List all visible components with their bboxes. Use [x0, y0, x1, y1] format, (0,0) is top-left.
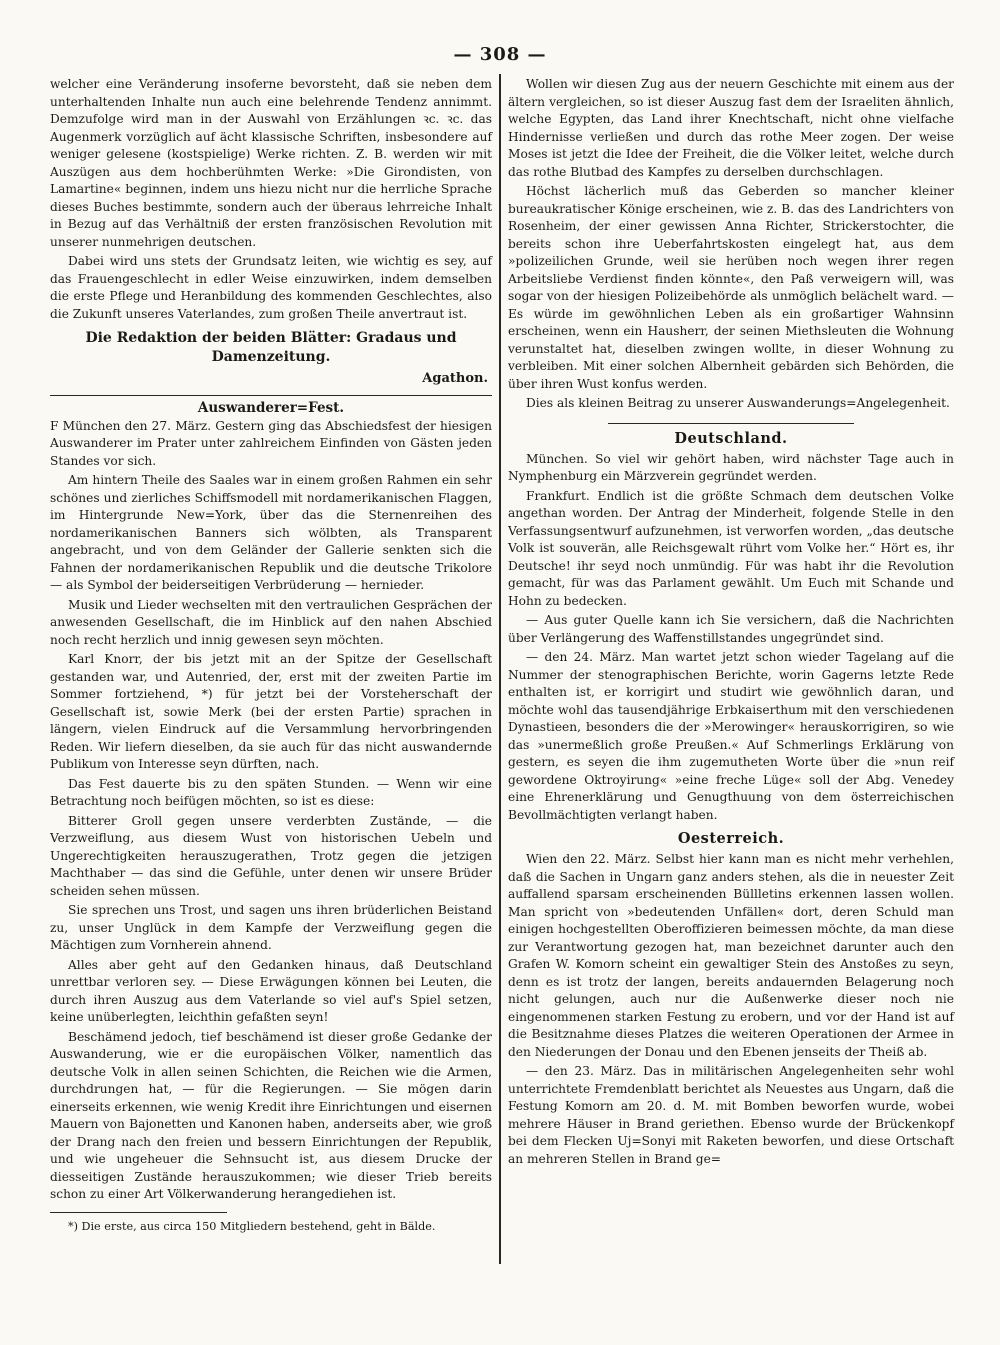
paragraph: Dies als kleinen Beitrag zu unserer Auswanderungs=Angelegenheit.: [526, 396, 950, 410]
paragraph: Wien den 22. März. Selbst hier kann man es nicht mehr verhehlen, daß die Sachen in Ungarn ganz anders stehen, als die in neuester Zeit auffallend sparsam erscheinenden Büllletins erkennen lassen wollen. Man spricht von »bedeutenden Unfällen« dort, deren Schuld man einigen hochgestellten Oberoffizieren beimessen möchte, da man diese zur Verantwortung gezogen hat, man bezeichnet darunter auch den Grafen W. Komorn scheint ein gewaltiger Stein des Anstoßes zu seyn, denn es ist trotz der langen, bereits andauernden Belagerung noch nicht gelungen, auch nur die Außenwerke dieser noch nie eingenommenen starken Festung zu erobern, und vor der Hand ist auf die Besitznahme dieses Platzes die weiteren Operationen der Armee in den Niederungen der Donau und den Ebenen jenseits der Theiß ab.: [508, 852, 954, 1059]
section-heading-deutschland: Deutschland.: [674, 429, 788, 447]
divider: [608, 423, 853, 424]
article-heading: Auswanderer=Fest.: [197, 399, 345, 416]
section-heading-oesterreich: Oesterreich.: [677, 830, 785, 847]
paragraph: — den 23. März. Das in militärischen Angelegenheiten sehr wohl unterrichtete Fremdenblatt berichtet als Neuestes aus Ungarn, daß die Festung Komorn am 20. d. M. mit Bomben beworfen wurde, wobei mehrere Häuser in Brand geriethen. Ebenso wurde der Brückenkopf bei dem Flecken Uj=Sonyi mit Raketen beworfen, und diese Ortschaft an mehreren Stellen in Brand ge=: [508, 1064, 954, 1166]
paragraph: welcher eine Veränderung insoferne bevorsteht, daß sie neben dem unterhaltenden Inhalte nun auch eine belehrende Tendenz annimmt. Demzufolge wird man in der Auswahl von Erzählungen ꝛc. ꝛc. das Augenmerk vorzüglich auf ächt klassische Schriften, insbesondere auf weniger gelesene (kostspielige) Werke richten. Z. B. werden wir mit Auszügen aus dem hochberühmten Werke: »Die Girondisten, von Lamartine« beginnen, indem uns hiezu nicht nur die herrliche Sprache dieses Buches bestimmte, sondern auch der überaus lehrreiche Inhalt in Bezug auf das Verhältniß der ersten französischen Revolution mit unserer nunmehrigen deutschen.: [50, 77, 492, 249]
right-column: [508, 76, 954, 1170]
paragraph: Frankfurt. Endlich ist die größte Schmach dem deutschen Volke angethan worden. Der Antrag der Minderheit, folgende Stelle in den Verfassungsentwurf aufzunehmen, ist verworfen worden, „das deutsche Volk ist souverän, alle Reichsgewalt rührt vom Volke her.“ Hört es, ihr Deutsche! ihr seyd noch unmündig. Für was habt ihr die Revolution gemacht, für was das Parlament gewählt. Um Euch mit Schande und Hohn zu bedecken.: [508, 488, 954, 608]
paragraph: Das Fest dauerte bis zu den späten Stunden. — Wenn wir eine Betrachtung noch beifügen möchten, so ist es diese:: [50, 776, 492, 808]
paragraph: Wollen wir diesen Zug aus der neuern Geschichte mit einem aus der ältern vergleichen, so ist dieser Auszug fast dem der Israeliten ähnlich, welche Egypten, das Land ihrer Knechtschaft, nicht ohne vielfache Hindernisse verließen und durch das rothe Meer zogen. Der weise Moses ist jetzt die Idee der Freiheit, die die Völker leitet, welche durch das rothe Blutbad des Kampfes zu derselben durchschlagen.: [508, 77, 954, 179]
left-column: [50, 76, 492, 1236]
paragraph: München. So viel wir gehört haben, wird nächster Tage auch in Nymphenburg ein Märzverein gegründet werden.: [508, 451, 954, 483]
paragraph: Beschämend jedoch, tief beschämend ist dieser große Gedanke der Auswanderung, wie er die europäischen Völker, namentlich das deutsche Volk in allen seinen Schichten, die Reichen wie die Armen, durchdrungen hat, — für die Regierungen. — Sie mögen darin einerseits erkennen, wie wenig Kredit ihre Einrichtungen und eisernen Mauern von Bajonetten und Kanonen haben, anderseits aber, wie groß der Drang nach den freien und bessern Einrichtungen der Republik, und wie ungeheuer die Sehnsucht ist, aus diesem Drucke der diesseitigen Zustände herauszukommen; wie dieser Trieb bereits schon zu einer Art Völkerwanderung herangediehen ist.: [50, 1029, 492, 1201]
paragraph: Karl Knorr, der bis jetzt mit an der Spitze der Gesellschaft gestanden war, und Autenried, der, erst mit der zweiten Partie im Sommer fortziehend, *) für jetzt bei der Vorsteherschaft der Gesellschaft ist, sowie Merk (bei der ersten Partie) sprachen in längern, vielen Eindruck auf die Versammlung hervorbringenden Reden. Wir liefern dieselben, da sie auch für das nicht auswandernde Publikum von Interesse seyn dürften, nach.: [50, 652, 492, 771]
author-signature: Agathon.: [422, 371, 488, 386]
paragraph: Musik und Lieder wechselten mit den vertraulichen Gesprächen der anwesenden Gesellschaft, die im Hinblick auf den nahen Abschied noch recht herzlich und innig gewesen seyn möchten.: [50, 597, 492, 647]
page-number: — 308 —: [453, 44, 547, 65]
editorial-signature: Die Redaktion der beiden Blätter: Gradaus und Damenzeitung.: [85, 330, 457, 365]
column-rule: [499, 74, 501, 1264]
paragraph: Am hintern Theile des Saales war in einem großen Rahmen ein sehr schönes und zierliches Schiffsmodell mit nordamerikanischen Flaggen, im Hintergrunde New=York, über das die Sternenreihen des nordamerikanischen Banners sich wölbten, als Transparent angebracht, und von dem Geländer der Gallerie senkten sich die Fahnen der nordamerikanischen Republik und die deutsche Trikolore — als Symbol der beiderseitigen Verbrüderung — hernieder.: [50, 473, 492, 592]
footnote: *) Die erste, aus circa 150 Mitgliedern bestehend, geht in Bälde.: [68, 1219, 436, 1233]
divider: [50, 395, 492, 396]
footnote-rule: [50, 1212, 227, 1213]
paragraph: Bitterer Groll gegen unsere verderbten Zustände, — die Verzweiflung, aus diesem Wust von historischen Uebeln und Ungerechtigkeiten herauszugerathen, Trotz gegen die jetzigen Machthaber — das sind die Gefühle, unter denen wir unsere Brüder scheiden sehen müssen.: [50, 813, 492, 898]
paragraph: — den 24. März. Man wartet jetzt schon wieder Tagelang auf die Nummer der stenographischen Berichte, worin Gagerns letzte Rede enthalten ist, er korrigirt und studirt wie gewöhnlich daran, und möchte wohl das tausendjährige Erbkaiserthum mit den verschiedenen Dynastieen, besonders die der »Merowinger« herauskorrigiren, so wie das »unermeßlich große Preußen.« Auf Schmerlings Erklärung von gestern, es seyen die ihm zugemutheten Worte über die »nun reif gewordene Oktroyirung« »eine freche Lüge« soll der Abg. Venedey eine Ehrenerklärung und Genugthuung von dem österreichischen Bevollmächtigten verlangt haben.: [508, 650, 954, 822]
paragraph: Dabei wird uns stets der Grundsatz leiten, wie wichtig es sey, auf das Frauengeschlecht in edler Weise einzuwirken, indem demselben die erste Pflege und Heranbildung des kommenden Geschlechtes, also die Zukunft unseres Vaterlandes, zum großen Theile anvertraut ist.: [50, 254, 492, 321]
paragraph: — Aus guter Quelle kann ich Sie versichern, daß die Nachrichten über Verlängerung des Waffenstillstandes ungegründet sind.: [508, 613, 954, 645]
paragraph: F München den 27. März. Gestern ging das Abschiedsfest der hiesigen Auswanderer im Prater unter zahlreichem Einfinden von Gästen jeden Standes vor sich.: [50, 418, 492, 468]
paragraph: Höchst lächerlich muß das Geberden so mancher kleiner bureaukratischer Könige erscheinen, wie z. B. das des Landrichters von Rosenheim, der einer gewissen Anna Richter, Strickerstochter, die bereits schon ihre Ueberfahrtskosten eingelegt hat, aus dem »polizeilichen Grunde, weil sie herüben noch wegen ihrer regen Arbeitsliebe Verdienst finden könnte«, den Paß verweigern will, was sogar von der hiesigen Polizeibehörde als unmöglich belächelt ward. — Es würde im gewöhnlichen Leben als ein großartiger Wahnsinn erscheinen, wenn ein Hausherr, der seinen Miethsleuten die Wohnung verunstaltet hat, dieselben zwingen wollte, in dieser Wohnung zu verbleiben. Mit einer solchen Albernheit gebärden sich Behörden, die über ihren Wust konfus werden.: [508, 184, 954, 391]
paragraph: Alles aber geht auf den Gedanken hinaus, daß Deutschland unrettbar verloren sey. — Diese Erwägungen können bei Leuten, die durch ihren Auszug aus dem Vaterlande so viel auf's Spiel setzen, keine unüberlegten, leichthin gefaßten seyn!: [50, 957, 492, 1024]
paragraph: Sie sprechen uns Trost, und sagen uns ihren brüderlichen Beistand zu, unser Unglück in dem Kampfe der Verzweiflung gegen die Mächtigen zum Vornherein ahnend.: [50, 903, 492, 952]
